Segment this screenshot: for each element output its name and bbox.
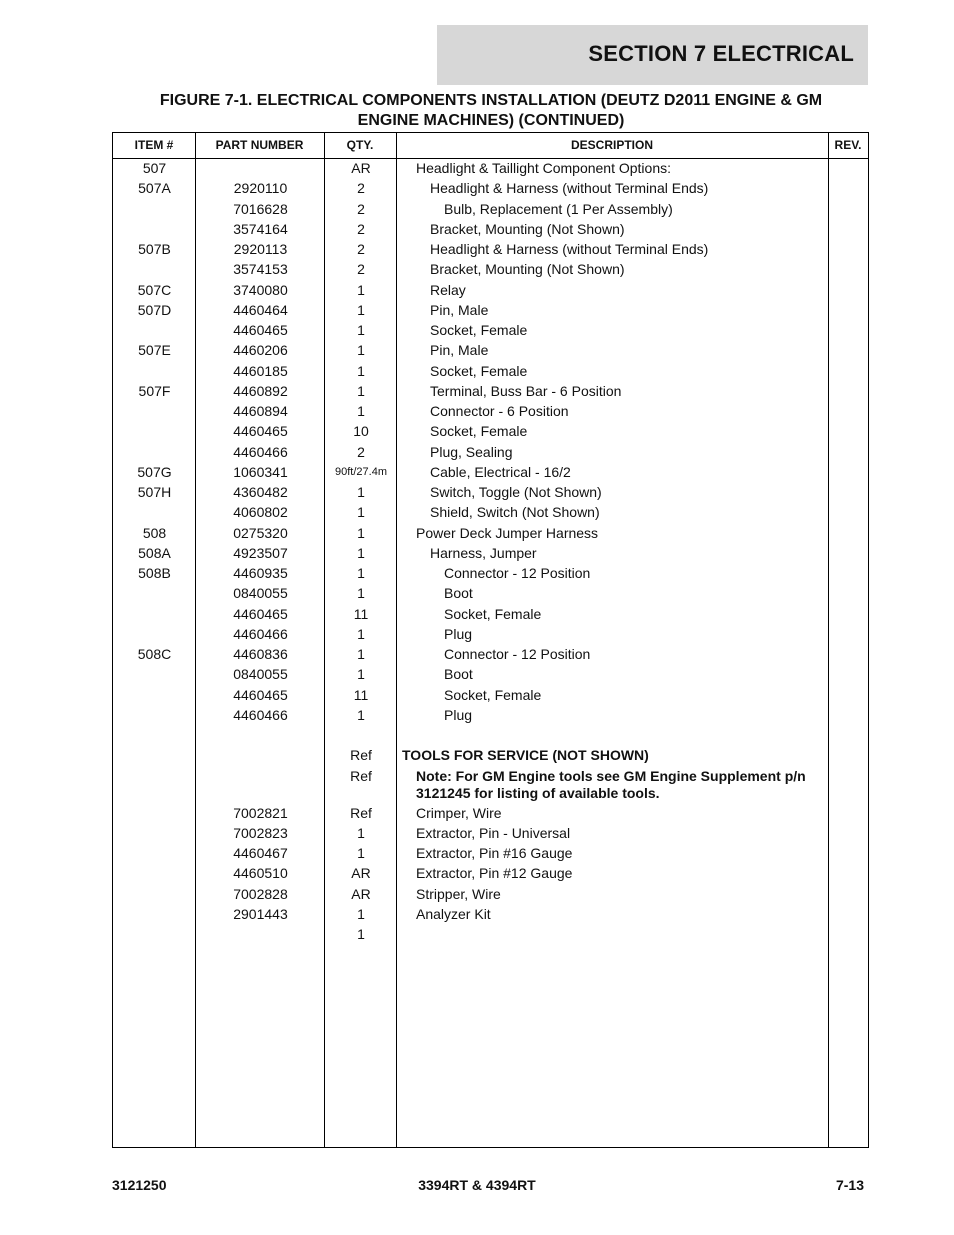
part-number: 4460464 xyxy=(233,301,288,318)
table-row xyxy=(113,363,868,383)
header-part-number: PART NUMBER xyxy=(215,138,304,152)
section-header xyxy=(437,25,868,85)
part-number: 4360482 xyxy=(233,484,288,500)
table-row xyxy=(113,180,868,200)
table-row xyxy=(113,261,868,281)
table-row xyxy=(113,221,868,241)
item-number: 507F xyxy=(138,382,171,399)
part-number: 3740080 xyxy=(233,281,288,298)
quantity: AR xyxy=(351,885,371,902)
part-number: 4460894 xyxy=(233,403,288,419)
table-row xyxy=(113,444,868,464)
description: Extractor, Pin #16 Gauge xyxy=(416,845,573,861)
part-number: 3574164 xyxy=(233,220,288,237)
description: Plug xyxy=(444,625,473,642)
description: Socket, Female xyxy=(430,322,528,338)
footer-page-number: 7-13 xyxy=(835,1177,864,1193)
header-description: DESCRIPTION xyxy=(570,138,653,152)
table-row xyxy=(113,403,868,423)
table-row xyxy=(113,926,868,946)
description: Boot xyxy=(444,666,473,683)
item-number: 508 xyxy=(142,524,167,541)
header-rev: REV. xyxy=(834,138,862,152)
description: Bracket, Mounting (Not Shown) xyxy=(430,220,625,237)
part-number: 7016628 xyxy=(233,200,288,217)
table-row xyxy=(113,585,868,605)
quantity: 1 xyxy=(357,824,365,841)
description: Harness, Jumper xyxy=(430,544,537,561)
table-row xyxy=(113,282,868,302)
part-number: 7002828 xyxy=(233,885,288,902)
quantity: 1 xyxy=(357,504,365,521)
part-number: 4460892 xyxy=(233,382,288,399)
quantity: 1 xyxy=(357,382,365,399)
table-row xyxy=(113,845,868,865)
description: Terminal, Buss Bar - 6 Position xyxy=(430,382,622,399)
description: Power Deck Jumper Harness xyxy=(416,524,599,541)
table-row xyxy=(113,606,868,626)
quantity: 10 xyxy=(353,423,369,440)
part-number: 4460836 xyxy=(233,646,288,662)
table-row xyxy=(113,687,868,707)
part-number: 0275320 xyxy=(233,524,288,541)
description: Extractor, Pin #12 Gauge xyxy=(416,865,573,882)
part-number: 4460935 xyxy=(233,565,288,581)
description: Socket, Female xyxy=(430,423,528,440)
header-qty: QTY. xyxy=(346,138,374,152)
tools-note: Note: For GM Engine tools see GM Engine Supplement p/n 3121245 for listing of available tools. xyxy=(416,767,806,801)
quantity: 1 xyxy=(357,585,365,602)
table-row xyxy=(113,302,868,322)
footer-doc-number: 3121250 xyxy=(112,1177,167,1193)
part-number: 7002821 xyxy=(233,804,288,821)
quantity: 2 xyxy=(357,261,365,278)
parts-table xyxy=(112,132,869,1148)
quantity: Ref xyxy=(350,804,372,821)
item-number: 507D xyxy=(137,301,172,318)
table-row xyxy=(113,707,868,727)
description: Plug, Sealing xyxy=(430,443,513,460)
table-row xyxy=(113,747,868,767)
part-number: 0840055 xyxy=(233,666,288,683)
quantity: 1 xyxy=(357,342,365,359)
table-row xyxy=(113,565,868,585)
description: Bulb, Replacement (1 Per Assembly) xyxy=(444,200,673,217)
quantity: Ref xyxy=(350,747,372,764)
description: Socket, Female xyxy=(444,605,542,622)
quantity: 1 xyxy=(357,544,365,561)
table-row xyxy=(113,666,868,686)
item-number: 507C xyxy=(137,281,172,298)
part-number: 2920110 xyxy=(233,180,288,197)
quantity: 1 xyxy=(357,706,365,723)
table-row xyxy=(113,201,868,221)
description: Headlight & Harness (without Terminal Ends) xyxy=(430,241,709,257)
description: Connector - 6 Position xyxy=(430,403,569,419)
description: Crimper, Wire xyxy=(416,804,502,821)
part-number: 4923507 xyxy=(233,544,288,561)
quantity: 1 xyxy=(357,524,365,541)
item-number: 507H xyxy=(137,484,172,500)
description: Cable, Electrical - 16/2 xyxy=(430,463,571,480)
table-row xyxy=(113,805,868,825)
table-row xyxy=(113,825,868,845)
description: Pin, Male xyxy=(430,301,489,318)
description: Extractor, Pin - Universal xyxy=(416,824,571,841)
quantity: AR xyxy=(351,865,371,882)
quantity: 1 xyxy=(357,281,365,298)
figure-title xyxy=(112,91,870,131)
item-number: 508B xyxy=(138,565,171,581)
table-row xyxy=(113,342,868,362)
description: Bracket, Mounting (Not Shown) xyxy=(430,261,625,278)
quantity: 1 xyxy=(357,905,365,922)
table-row xyxy=(113,906,868,926)
quantity: 1 xyxy=(357,322,365,338)
part-number: 4460465 xyxy=(233,686,288,703)
item-number: 507G xyxy=(137,463,172,480)
table-row xyxy=(113,423,868,443)
quantity: 90ft/27.4m xyxy=(335,465,387,478)
description: Socket, Female xyxy=(444,686,542,703)
description: Connector - 12 Position xyxy=(444,646,591,662)
quantity: 1 xyxy=(357,666,365,683)
quantity: 1 xyxy=(357,362,365,379)
description: Headlight & Taillight Component Options: xyxy=(416,160,672,176)
description: Pin, Male xyxy=(430,342,489,359)
table-row xyxy=(113,545,868,565)
item-number: 507A xyxy=(138,180,171,197)
part-number: 4460206 xyxy=(233,342,288,359)
item-number: 508A xyxy=(138,544,171,561)
table-row xyxy=(113,865,868,885)
description: Shield, Switch (Not Shown) xyxy=(430,504,600,521)
quantity: Ref xyxy=(350,767,372,784)
table-row xyxy=(113,464,868,484)
table-row xyxy=(113,322,868,342)
part-number: 4460465 xyxy=(233,423,288,440)
table-row xyxy=(113,646,868,666)
part-number: 2920113 xyxy=(233,241,288,257)
quantity: 2 xyxy=(357,443,365,460)
table-row xyxy=(113,525,868,545)
description: Headlight & Harness (without Terminal Ends) xyxy=(430,180,709,197)
header-item: ITEM # xyxy=(134,138,174,152)
item-number: 507 xyxy=(142,160,167,176)
part-number: 0840055 xyxy=(233,585,288,602)
description: Socket, Female xyxy=(430,362,528,379)
quantity: 1 xyxy=(357,625,365,642)
quantity: 1 xyxy=(357,845,365,861)
description: Boot xyxy=(444,585,473,602)
part-number: 3574153 xyxy=(233,261,288,278)
quantity: 1 xyxy=(357,926,365,942)
part-number: 1060341 xyxy=(233,463,288,480)
part-number: 4460465 xyxy=(233,322,288,338)
part-number: 4460185 xyxy=(233,362,288,379)
quantity: 2 xyxy=(357,220,365,237)
footer-models: 3394RT & 4394RT xyxy=(418,1177,536,1193)
description: Plug xyxy=(444,706,473,723)
part-number: 4460465 xyxy=(233,605,288,622)
table-row xyxy=(113,768,868,804)
quantity: 11 xyxy=(353,686,369,703)
description: Stripper, Wire xyxy=(416,885,501,902)
figure-title-line-2: ENGINE MACHINES) (CONTINUED) xyxy=(357,112,625,129)
description: Switch, Toggle (Not Shown) xyxy=(430,484,602,500)
table-row xyxy=(113,241,868,261)
item-number: 508C xyxy=(137,646,172,662)
header-divider xyxy=(113,158,868,159)
item-number: 507E xyxy=(138,342,171,359)
part-number: 7002823 xyxy=(233,824,288,841)
table-row xyxy=(113,886,868,906)
quantity: AR xyxy=(351,160,371,176)
part-number: 4460466 xyxy=(233,625,288,642)
part-number: 4460510 xyxy=(233,865,288,882)
table-row xyxy=(113,383,868,403)
item-number: 507B xyxy=(138,241,171,257)
description: Analyzer Kit xyxy=(416,905,491,922)
table-row xyxy=(113,626,868,646)
description: Connector - 12 Position xyxy=(444,565,591,581)
part-number: 4060802 xyxy=(233,504,288,521)
table-row xyxy=(113,160,868,180)
part-number: 4460467 xyxy=(233,845,288,861)
figure-title-line-1: FIGURE 7-1. ELECTRICAL COMPONENTS INSTALLATION (DEUTZ D2011 ENGINE & GM xyxy=(159,92,823,109)
table-row xyxy=(113,484,868,504)
part-number: 4460466 xyxy=(233,443,288,460)
section-title: SECTION 7 ELECTRICAL xyxy=(588,41,854,66)
quantity: 2 xyxy=(357,180,365,197)
table-row xyxy=(113,504,868,524)
quantity: 2 xyxy=(357,200,365,217)
quantity: 11 xyxy=(353,605,369,622)
part-number: 4460466 xyxy=(233,706,288,723)
quantity: 1 xyxy=(357,301,365,318)
quantity: 1 xyxy=(357,403,365,419)
quantity: 1 xyxy=(357,646,365,662)
quantity: 2 xyxy=(357,241,365,257)
tools-heading: TOOLS FOR SERVICE (NOT SHOWN) xyxy=(402,747,649,764)
quantity: 1 xyxy=(357,565,365,581)
description: Relay xyxy=(430,281,466,298)
quantity: 1 xyxy=(357,484,365,500)
part-number: 2901443 xyxy=(233,905,288,922)
